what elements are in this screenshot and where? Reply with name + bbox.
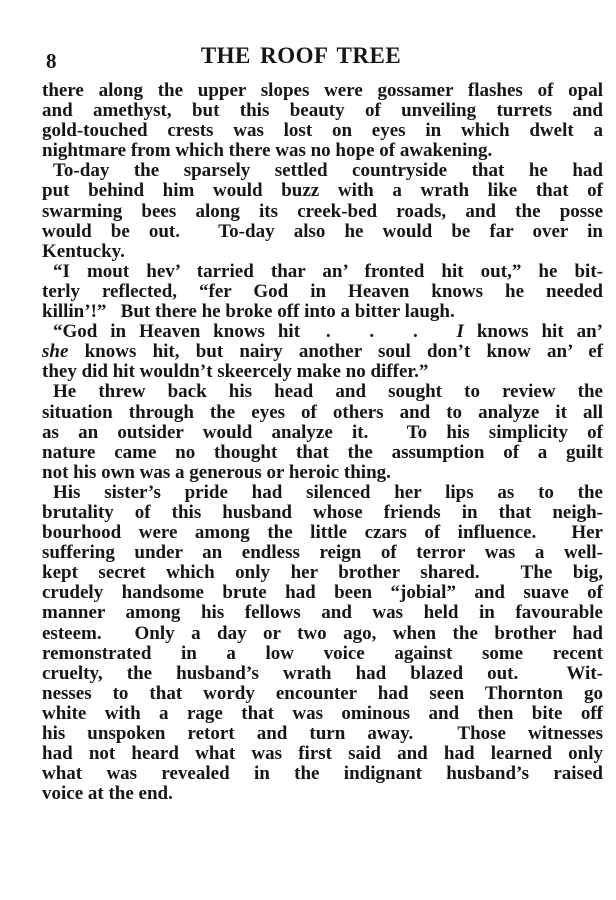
text-line: [42, 704, 603, 724]
text-segment: nature came no thought that the assumption of a guilt: [42, 441, 603, 463]
text-segment: “God in Heaven knows hit . . .: [53, 321, 457, 343]
text-line: [42, 403, 603, 423]
text-segment: situation through the eyes of others and to analyze it all: [42, 401, 603, 423]
text-line: [42, 483, 603, 503]
text-line: [42, 322, 603, 342]
text-line: [42, 664, 603, 684]
text-segment: not his own was a generous or heroic thing.: [42, 461, 391, 483]
italic-text-segment: I: [456, 321, 464, 343]
text-segment: voice at the end.: [42, 783, 173, 805]
text-segment: brutality of this husband whose friends in that neigh-: [42, 501, 603, 523]
text-line: [42, 503, 603, 523]
text-segment: there along the upper slopes were gossamer flashes of opal: [42, 80, 603, 101]
text-line: [42, 202, 603, 222]
text-line: [42, 81, 603, 101]
text-segment: suffering under an endless reign of terror was a well-: [42, 542, 603, 564]
text-segment: crudely handsome brute had been “jobial” and suave of: [42, 582, 603, 604]
text-line: [42, 161, 603, 181]
text-segment: put behind him would buzz with a wrath like that of: [42, 180, 603, 202]
text-line: [42, 443, 603, 463]
text-line: [42, 121, 603, 141]
text-segment: killin’!” But there he broke off into a bitter laugh.: [42, 301, 455, 323]
text-line: [42, 423, 603, 443]
text-line: [42, 302, 603, 322]
text-segment: his unspoken retort and turn away. Those witnesses: [42, 723, 603, 744]
text-line: [42, 603, 603, 623]
text-segment: would be out. To-day also he would be far over in: [42, 220, 603, 242]
text-line: [42, 784, 603, 804]
text-line: [42, 764, 603, 784]
text-line: [42, 684, 603, 704]
text-line: [42, 342, 603, 362]
text-segment: nightmare from which there was no hope of awakening.: [42, 140, 493, 162]
text-line: [42, 583, 603, 603]
text-segment: cruelty, the husband’s wrath had blazed out. Wit-: [42, 662, 603, 684]
text-segment: nesses to that wordy encounter had seen Thornton go: [42, 682, 603, 704]
text-segment: bourhood were among the little czars of influence. Her: [42, 522, 603, 544]
text-segment: swarming bees along its creek-bed roads, and the posse: [42, 200, 603, 222]
text-segment: they did hit wouldn’t skeercely make no differ.”: [42, 361, 429, 383]
text-segment: esteem. Only a day or two ago, when the brother had: [42, 622, 603, 644]
text-segment: “I mout hev’ tarried thar an’ fronted hit out,” he bit-: [53, 260, 603, 282]
text-segment: knows hit, but nairy another soul don’t know an’ ef: [68, 341, 603, 363]
text-segment: white with a rage that was ominous and then bite off: [42, 702, 603, 724]
text-line: [42, 101, 603, 121]
text-segment: as an outsider would analyze it. To his simplicity of: [42, 421, 603, 443]
text-line: [42, 523, 603, 543]
italic-text-segment: she: [42, 341, 69, 363]
text-segment: Kentucky.: [42, 240, 125, 262]
text-line: [42, 382, 603, 402]
text-line: [42, 744, 603, 764]
text-line: [42, 362, 603, 382]
page-number: 8: [46, 49, 57, 73]
text-segment: He threw back his head and sought to review the: [53, 381, 603, 403]
text-line: [42, 563, 603, 583]
text-line: [42, 624, 603, 644]
text-segment: knows hit an’: [463, 321, 603, 343]
text-line: [42, 644, 603, 664]
text-line: [42, 181, 603, 201]
text-line: [42, 262, 603, 282]
text-segment: remonstrated in a low voice against some recent: [42, 642, 603, 664]
running-title: THE ROOF TREE: [200, 43, 402, 68]
text-segment: kept secret which only her brother shared. The big,: [42, 562, 603, 584]
text-segment: had not heard what was first said and had learned only: [42, 743, 603, 765]
text-line: [42, 141, 603, 161]
body-lines: [42, 81, 603, 804]
text-segment: and amethyst, but this beauty of unveiling turrets and: [42, 100, 603, 122]
text-segment: To-day the sparsely settled countryside that he had: [53, 160, 603, 182]
text-segment: terly reflected, “fer God in Heaven knows he needed: [42, 280, 603, 302]
text-line: [42, 282, 603, 302]
text-line: [42, 724, 603, 744]
text-line: [42, 463, 603, 483]
text-segment: gold-touched crests was lost on eyes in which dwelt a: [42, 120, 603, 142]
text-line: [42, 222, 603, 242]
text-segment: His sister’s pride had silenced her lips as to the: [53, 481, 603, 503]
text-segment: what was revealed in the indignant husband’s raised: [42, 763, 603, 785]
text-line: [42, 543, 603, 563]
text-segment: manner among his fellows and was held in favourable: [42, 602, 603, 624]
text-line: [42, 242, 603, 262]
